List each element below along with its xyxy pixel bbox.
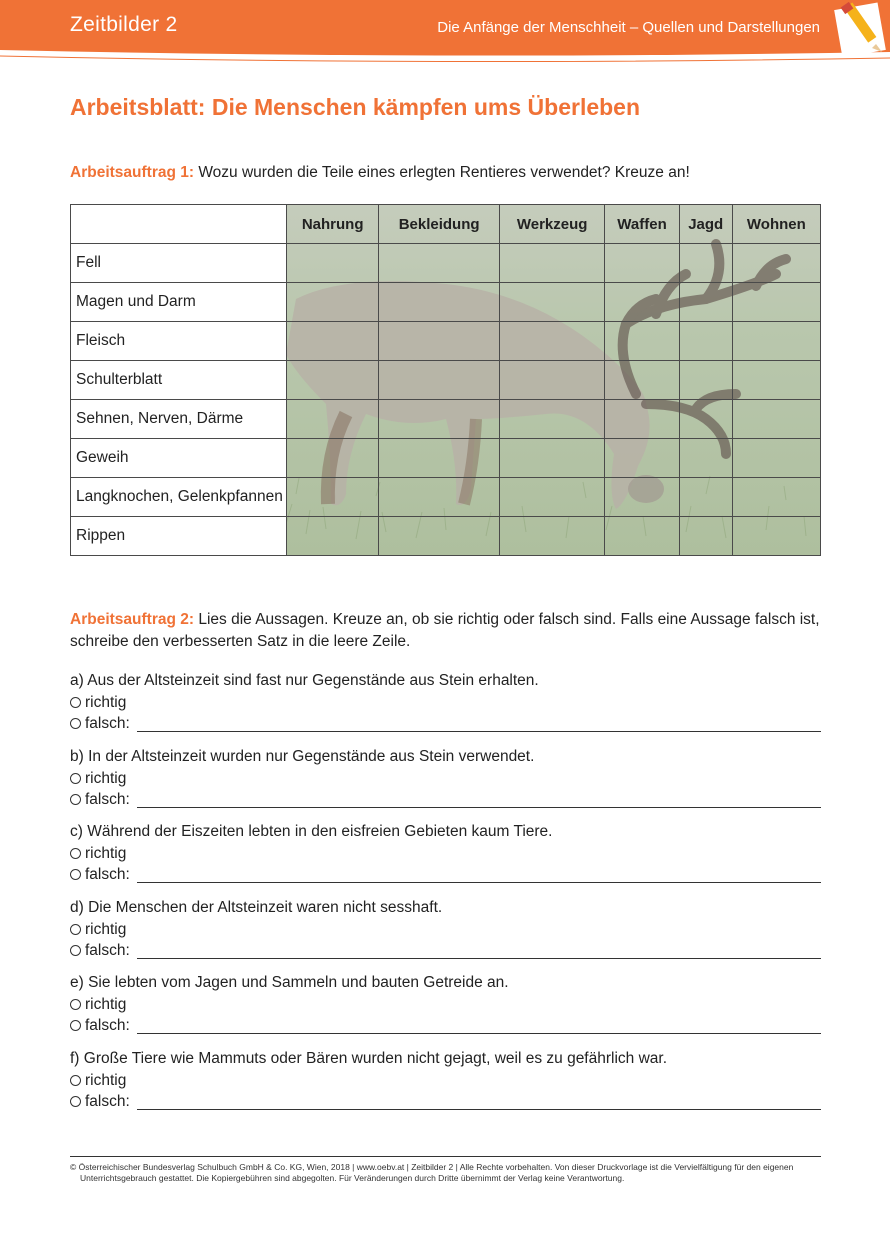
option-wrong[interactable] bbox=[70, 940, 821, 961]
header-band bbox=[0, 0, 890, 62]
checkbox-cell[interactable] bbox=[732, 517, 820, 556]
chapter-subtitle: Die Anfänge der Menschheit – Quellen und Darstellungen bbox=[437, 19, 820, 36]
column-header: Waffen bbox=[605, 205, 679, 244]
checkbox-cell[interactable] bbox=[605, 322, 679, 361]
checkbox-cell[interactable] bbox=[499, 439, 604, 478]
checkbox-cell[interactable] bbox=[287, 361, 379, 400]
checkbox-cell[interactable] bbox=[379, 400, 500, 439]
radio-icon[interactable] bbox=[70, 945, 81, 956]
checkbox-cell[interactable] bbox=[679, 439, 732, 478]
checkbox-cell[interactable] bbox=[499, 283, 604, 322]
checkbox-cell[interactable] bbox=[732, 283, 820, 322]
task-2-text: Lies die Aussagen. Kreuze an, ob sie richtig oder falsch sind. Falls eine Aussage falsch ist, schreibe den verbesserten Satz in die leere Zeile. bbox=[70, 611, 820, 650]
checkbox-cell[interactable] bbox=[499, 322, 604, 361]
checkbox-cell[interactable] bbox=[605, 283, 679, 322]
radio-icon[interactable] bbox=[70, 773, 81, 784]
checkbox-cell[interactable] bbox=[679, 244, 732, 283]
checkbox-cell[interactable] bbox=[287, 400, 379, 439]
checkbox-cell[interactable] bbox=[499, 517, 604, 556]
footer-line-2: Unterrichtsgebrauch gestattet. Die Kopiergebühren sind abgegolten. Für Veränderungen durch Dritte übernimmt der Verlag keine Verantwortung. bbox=[80, 1173, 625, 1183]
checkbox-cell[interactable] bbox=[287, 244, 379, 283]
option-correct-label: richtig bbox=[85, 996, 127, 1013]
column-header: Jagd bbox=[679, 205, 732, 244]
checkbox-cell[interactable] bbox=[287, 517, 379, 556]
checkbox-cell[interactable] bbox=[379, 244, 500, 283]
statement-item bbox=[70, 897, 821, 961]
table-row bbox=[71, 400, 821, 439]
checkbox-cell[interactable] bbox=[605, 517, 679, 556]
checkbox-cell[interactable] bbox=[732, 322, 820, 361]
row-label: Fleisch bbox=[71, 322, 287, 361]
usage-grid bbox=[70, 204, 821, 556]
row-label: Rippen bbox=[71, 517, 287, 556]
statement-text: e) Sie lebten vom Jagen und Sammeln und bauten Getreide an. bbox=[70, 974, 509, 991]
radio-icon[interactable] bbox=[70, 718, 81, 729]
option-wrong-label: falsch: bbox=[85, 942, 130, 959]
checkbox-cell[interactable] bbox=[679, 400, 732, 439]
radio-icon[interactable] bbox=[70, 1075, 81, 1086]
column-header: Bekleidung bbox=[379, 205, 500, 244]
checkbox-cell[interactable] bbox=[379, 361, 500, 400]
checkbox-cell[interactable] bbox=[732, 244, 820, 283]
option-wrong[interactable] bbox=[70, 864, 821, 885]
option-correct[interactable] bbox=[70, 768, 821, 789]
task-2-label: Arbeitsauftrag 2: bbox=[70, 611, 195, 628]
checkbox-cell[interactable] bbox=[287, 478, 379, 517]
checkbox-cell[interactable] bbox=[605, 361, 679, 400]
option-correct-label: richtig bbox=[85, 921, 127, 938]
checkbox-cell[interactable] bbox=[732, 400, 820, 439]
checkbox-cell[interactable] bbox=[379, 283, 500, 322]
table-row bbox=[71, 361, 821, 400]
footer-line-1: © Österreichischer Bundesverlag Schulbuch GmbH & Co. KG, Wien, 2018 | www.oebv.at | Zeitbilder 2 | Alle Rechte vorbehalten. Von dieser Druckvorlage ist die Vervielfältigung für den eigenen bbox=[70, 1162, 794, 1172]
pencil-icon bbox=[830, 0, 890, 58]
answer-line[interactable] bbox=[137, 870, 821, 883]
checkbox-cell[interactable] bbox=[679, 283, 732, 322]
radio-icon[interactable] bbox=[70, 794, 81, 805]
row-label: Fell bbox=[71, 244, 287, 283]
statement-text: b) In der Altsteinzeit wurden nur Gegenstände aus Stein verwendet. bbox=[70, 748, 535, 765]
answer-line[interactable] bbox=[137, 1021, 821, 1034]
option-correct[interactable] bbox=[70, 919, 821, 940]
copyright-footer bbox=[70, 1162, 830, 1184]
checkbox-cell[interactable] bbox=[499, 361, 604, 400]
radio-icon[interactable] bbox=[70, 848, 81, 859]
row-label: Schulterblatt bbox=[71, 361, 287, 400]
option-wrong-label: falsch: bbox=[85, 791, 130, 808]
option-wrong-label: falsch: bbox=[85, 715, 130, 732]
table-row bbox=[71, 283, 821, 322]
brand-title: Zeitbilder 2 bbox=[70, 13, 178, 36]
option-correct-label: richtig bbox=[85, 1072, 127, 1089]
checkbox-cell[interactable] bbox=[679, 517, 732, 556]
checkbox-cell[interactable] bbox=[379, 478, 500, 517]
task-1-text: Wozu wurden die Teile eines erlegten Rentieres verwendet? Kreuze an! bbox=[194, 164, 690, 181]
checkbox-cell[interactable] bbox=[287, 439, 379, 478]
footer-divider bbox=[70, 1156, 821, 1157]
option-wrong[interactable] bbox=[70, 1015, 821, 1036]
row-label: Langknochen, Gelenkpfannen bbox=[71, 478, 287, 517]
table-row bbox=[71, 322, 821, 361]
column-header: Werkzeug bbox=[499, 205, 604, 244]
option-correct[interactable] bbox=[70, 994, 821, 1015]
radio-icon[interactable] bbox=[70, 697, 81, 708]
checkbox-cell[interactable] bbox=[379, 322, 500, 361]
checkbox-cell[interactable] bbox=[379, 439, 500, 478]
option-correct[interactable] bbox=[70, 1070, 821, 1091]
statement-text: a) Aus der Altsteinzeit sind fast nur Gegenstände aus Stein erhalten. bbox=[70, 672, 539, 689]
task-1 bbox=[70, 162, 825, 184]
option-wrong[interactable] bbox=[70, 789, 821, 810]
option-wrong[interactable] bbox=[70, 1091, 821, 1112]
option-correct-label: richtig bbox=[85, 845, 127, 862]
task-2 bbox=[70, 609, 825, 653]
radio-icon[interactable] bbox=[70, 1096, 81, 1107]
answer-line[interactable] bbox=[137, 795, 821, 808]
table-row bbox=[71, 517, 821, 556]
task-1-label: Arbeitsauftrag 1: bbox=[70, 164, 195, 181]
row-label: Magen und Darm bbox=[71, 283, 287, 322]
table-row bbox=[71, 439, 821, 478]
checkbox-cell[interactable] bbox=[732, 478, 820, 517]
radio-icon[interactable] bbox=[70, 924, 81, 935]
table-row bbox=[71, 244, 821, 283]
checkbox-cell[interactable] bbox=[679, 322, 732, 361]
statement-text: f) Große Tiere wie Mammuts oder Bären wurden nicht gejagt, weil es zu gefährlich war. bbox=[70, 1050, 668, 1067]
option-wrong-label: falsch: bbox=[85, 1017, 130, 1034]
option-correct-label: richtig bbox=[85, 770, 127, 787]
column-header: Nahrung bbox=[287, 205, 379, 244]
answer-line[interactable] bbox=[137, 946, 821, 959]
page-title: Arbeitsblatt: Die Menschen kämpfen ums Überleben bbox=[70, 94, 641, 120]
corner-cell bbox=[71, 205, 287, 244]
column-header: Wohnen bbox=[732, 205, 820, 244]
radio-icon[interactable] bbox=[70, 999, 81, 1010]
statement-item bbox=[70, 1048, 821, 1112]
statement-text: c) Während der Eiszeiten lebten in den eisfreien Gebieten kaum Tiere. bbox=[70, 823, 553, 840]
radio-icon[interactable] bbox=[70, 1020, 81, 1031]
checkbox-cell[interactable] bbox=[605, 439, 679, 478]
radio-icon[interactable] bbox=[70, 869, 81, 880]
row-label: Sehnen, Nerven, Därme bbox=[71, 400, 287, 439]
checkbox-cell[interactable] bbox=[732, 439, 820, 478]
option-correct[interactable] bbox=[70, 843, 821, 864]
statement-text: d) Die Menschen der Altsteinzeit waren nicht sesshaft. bbox=[70, 899, 443, 916]
checkbox-cell[interactable] bbox=[499, 400, 604, 439]
checkbox-cell[interactable] bbox=[732, 361, 820, 400]
statement-item bbox=[70, 746, 821, 810]
option-correct[interactable] bbox=[70, 692, 821, 713]
checkbox-cell[interactable] bbox=[287, 322, 379, 361]
checkbox-cell[interactable] bbox=[499, 478, 604, 517]
statement-item bbox=[70, 821, 821, 885]
checkbox-cell[interactable] bbox=[605, 244, 679, 283]
checkbox-cell[interactable] bbox=[605, 478, 679, 517]
checkbox-cell[interactable] bbox=[679, 478, 732, 517]
answer-line[interactable] bbox=[137, 1097, 821, 1110]
checkbox-cell[interactable] bbox=[499, 244, 604, 283]
checkbox-cell[interactable] bbox=[605, 400, 679, 439]
checkbox-cell[interactable] bbox=[379, 517, 500, 556]
option-wrong-label: falsch: bbox=[85, 866, 130, 883]
option-correct-label: richtig bbox=[85, 694, 127, 711]
checkbox-cell[interactable] bbox=[287, 283, 379, 322]
table-row bbox=[71, 478, 821, 517]
reindeer-table bbox=[70, 204, 821, 555]
answer-line[interactable] bbox=[137, 719, 821, 732]
row-label: Geweih bbox=[71, 439, 287, 478]
checkbox-cell[interactable] bbox=[679, 361, 732, 400]
option-wrong[interactable] bbox=[70, 713, 821, 734]
statement-item bbox=[70, 670, 821, 734]
option-wrong-label: falsch: bbox=[85, 1093, 130, 1110]
statement-item bbox=[70, 972, 821, 1036]
